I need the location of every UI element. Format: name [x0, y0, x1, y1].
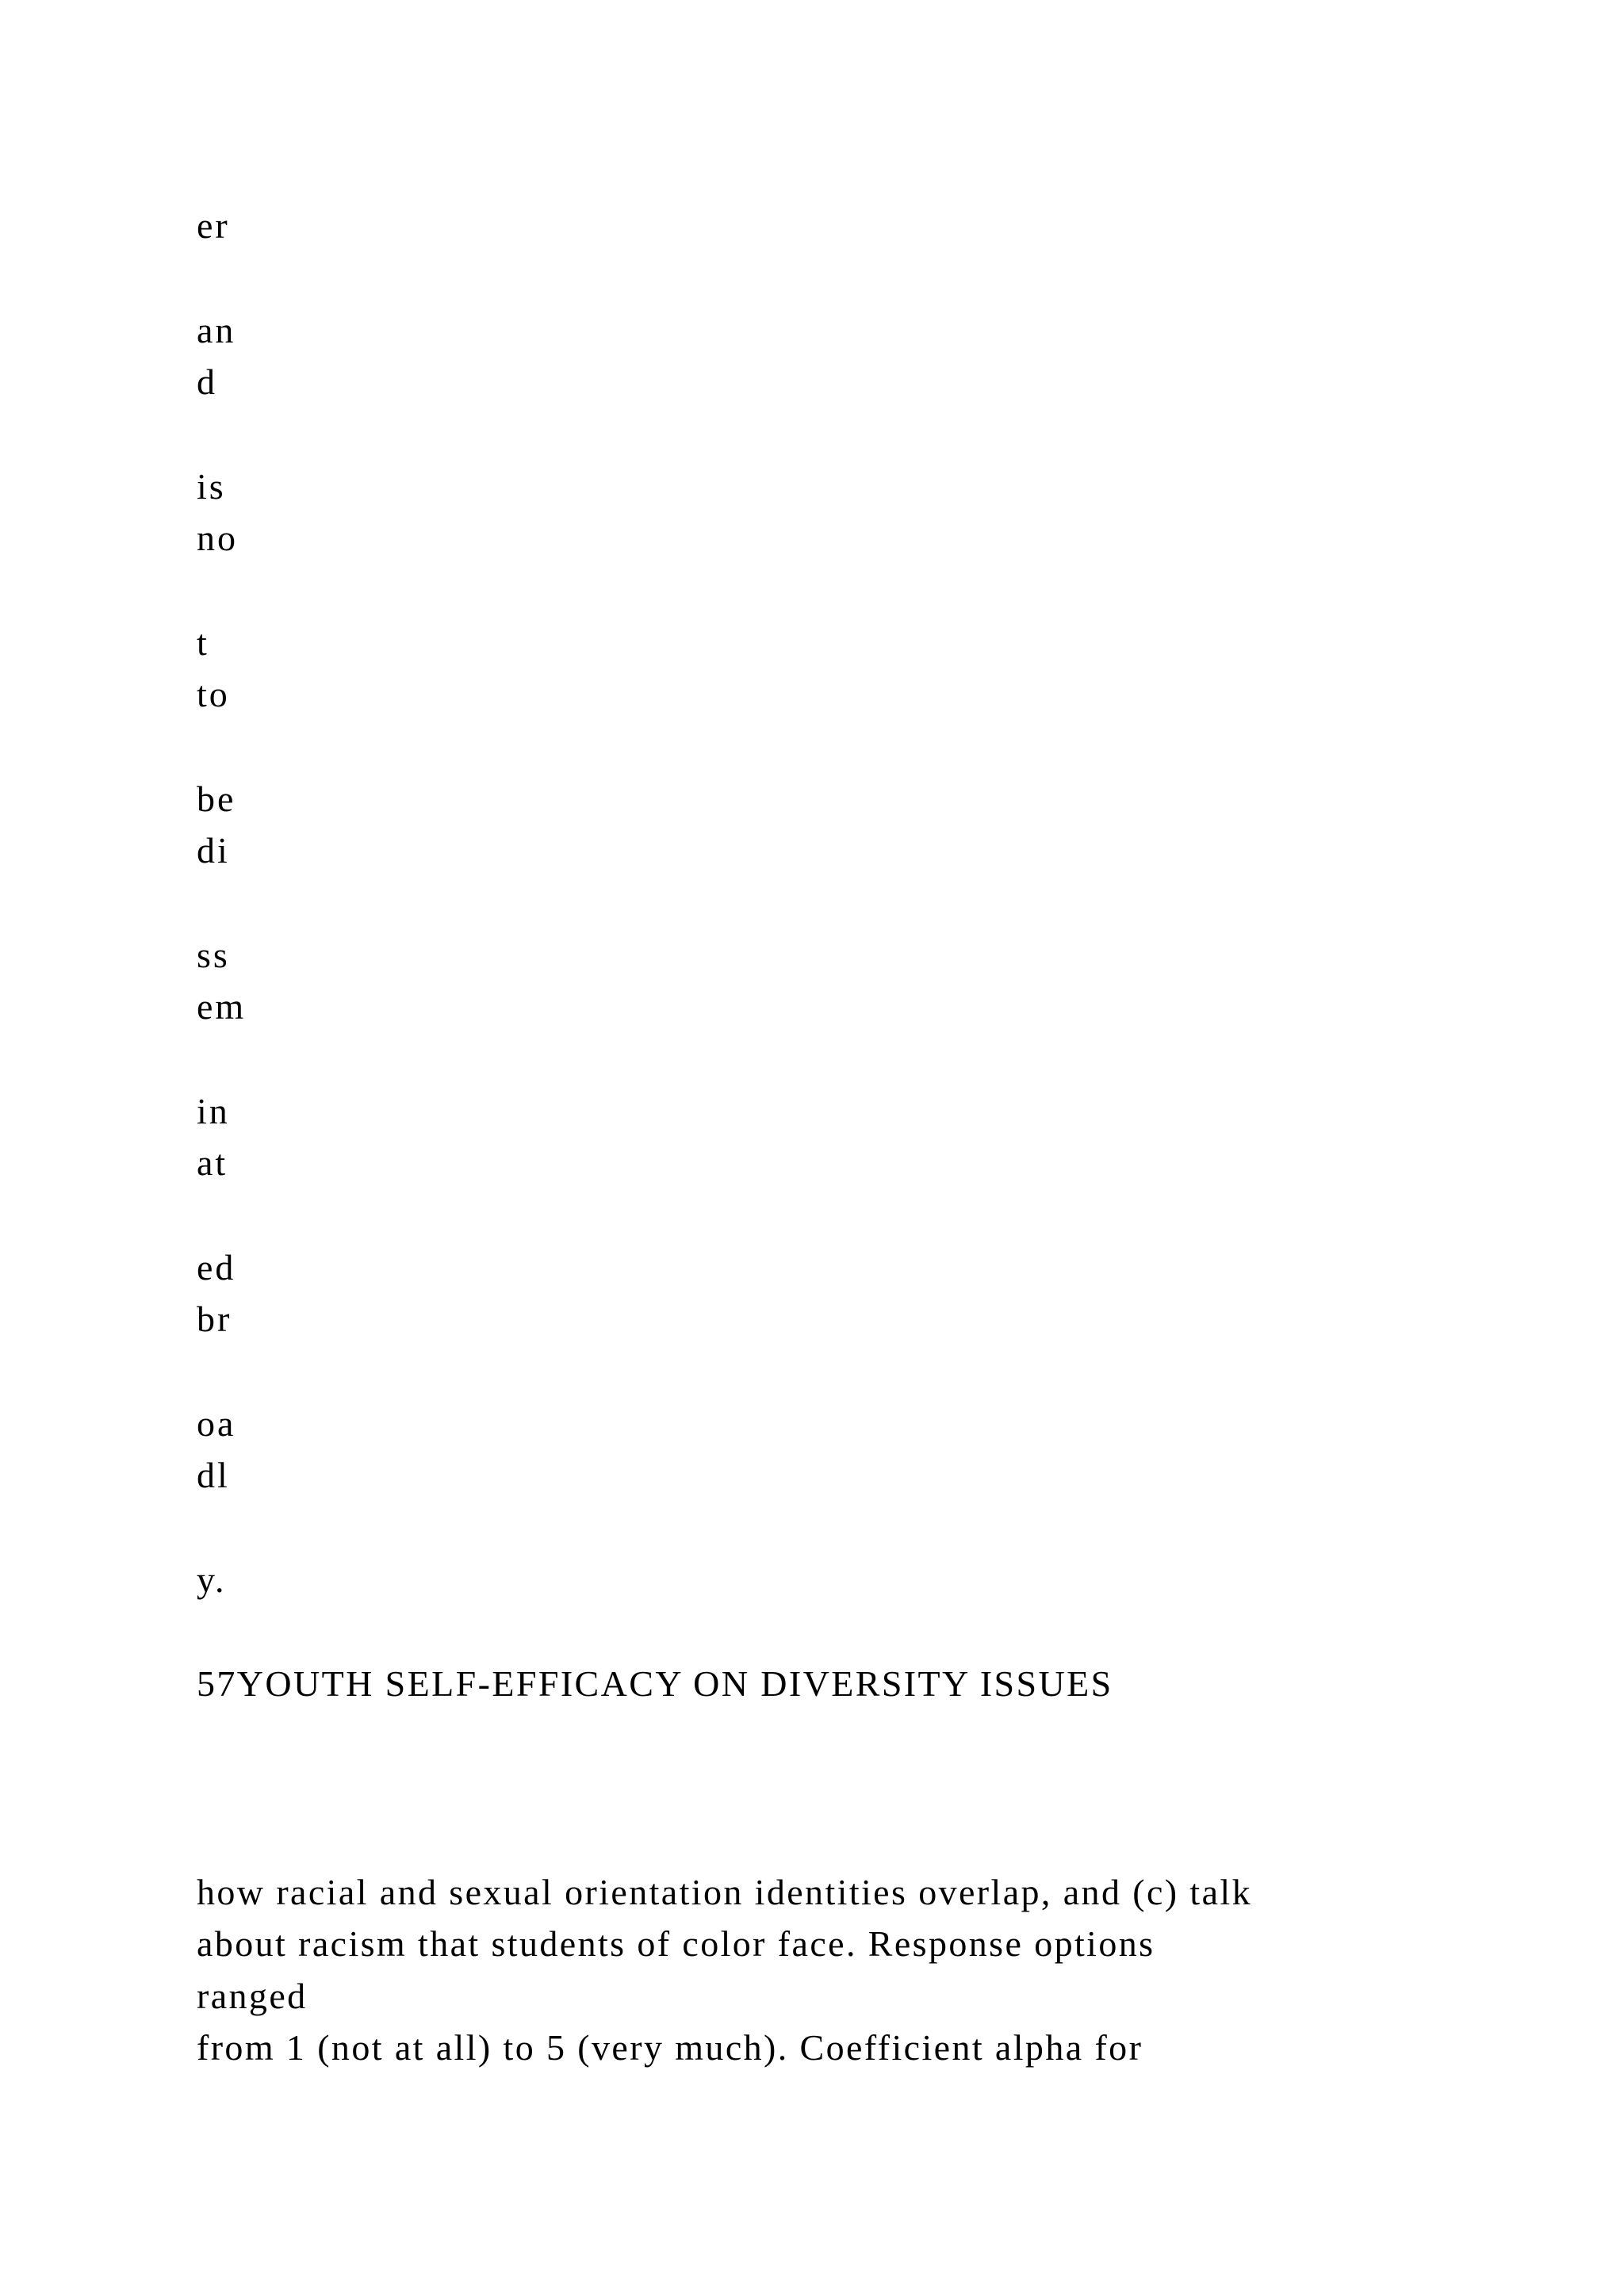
text-fragment: br — [197, 1299, 232, 1339]
text-fragment: ed — [197, 1247, 236, 1288]
text-fragment: to — [197, 674, 230, 714]
text-fragment: no — [197, 518, 238, 558]
text-fragment: be — [197, 779, 236, 819]
text-fragment: y. — [197, 1559, 227, 1600]
text-fragment: er — [197, 205, 230, 246]
text-fragment: in — [197, 1091, 230, 1131]
text-fragment: em — [197, 986, 247, 1027]
text-fragment: d — [197, 362, 217, 402]
text-fragment: is — [197, 466, 226, 507]
text-fragment: an — [197, 310, 236, 350]
text-fragment: dl — [197, 1455, 230, 1495]
body-line: how racial and sexual orientation identities overlap, and (c) talk — [197, 1872, 1252, 1912]
text-fragment: oa — [197, 1403, 236, 1444]
text-fragment: t — [197, 622, 209, 663]
body-line: ranged — [197, 1976, 308, 2016]
text-fragment: di — [197, 830, 230, 871]
running-header: 57YOUTH SELF-EFFICACY ON DIVERSITY ISSUES — [197, 1663, 1113, 1704]
text-fragment: at — [197, 1142, 228, 1183]
body-line: about racism that students of color face. Response options — [197, 1923, 1155, 1964]
text-fragment: ss — [197, 935, 230, 975]
body-line: from 1 (not at all) to 5 (very much). Coefficient alpha for — [197, 2027, 1143, 2068]
